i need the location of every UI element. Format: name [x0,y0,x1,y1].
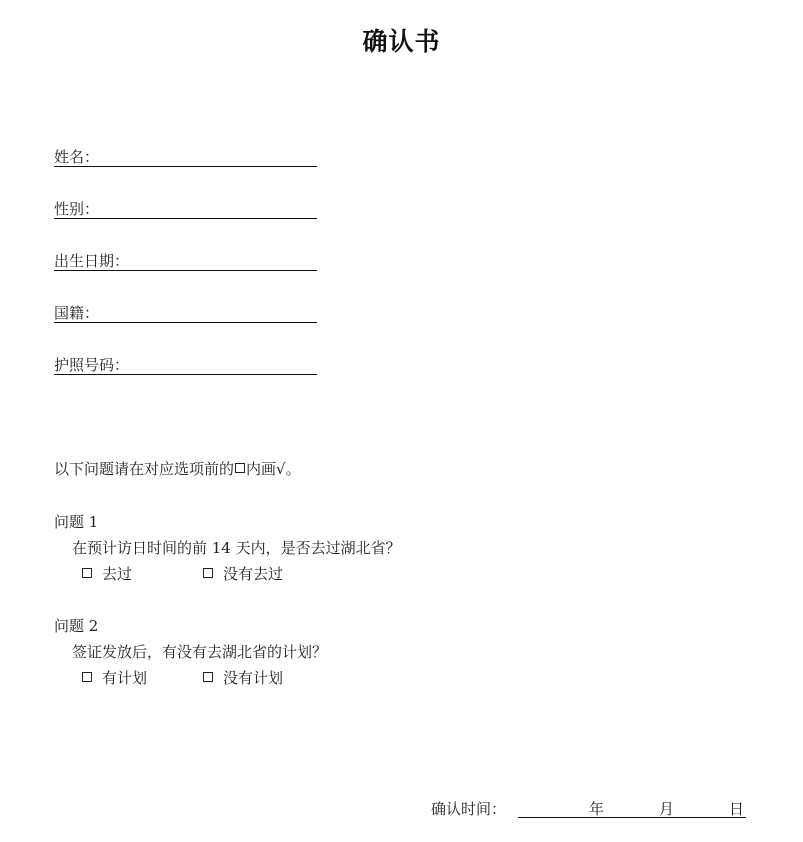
dob-underline [54,270,317,271]
instruction-after: 内画√。 [246,460,301,478]
instruction-before: 以下问题请在对应选项前的 [54,460,235,478]
q2-yes-checkbox[interactable] [82,672,92,682]
gender-underline [54,218,317,219]
document-title: 确认书 [362,27,441,56]
question-1-text: 在预计访日时间的前 14 天内，是否去过湖北省？ [72,539,401,557]
dob-label: 出生日期： [54,252,130,270]
q2-no-checkbox[interactable] [203,672,213,682]
q1-no-label: 没有去过 [223,565,284,583]
nationality-label: 国籍： [54,304,100,322]
question-2-text: 签证发放后，有没有去湖北省的计划？ [72,643,328,661]
question-1-label: 问题 1 [54,513,99,531]
name-underline [54,166,317,167]
passport-underline [54,374,317,375]
q1-option-yes[interactable] [82,565,132,583]
instruction-text [54,460,301,478]
gender-label: 性别： [54,200,100,218]
q1-yes-checkbox[interactable] [82,568,92,578]
day-label: 日 [729,800,745,818]
q2-option-yes[interactable] [82,669,147,687]
month-label: 月 [659,800,675,818]
nationality-underline [54,322,317,323]
confirm-time-label: 确认时间： [431,800,507,818]
q2-option-no[interactable] [203,669,283,687]
passport-label: 护照号码： [54,356,130,374]
question-2-label: 问题 2 [54,617,99,635]
q1-option-no[interactable] [203,565,283,583]
checkbox-sample-icon [235,463,245,473]
q1-yes-label: 去过 [102,565,133,583]
confirm-date-underline[interactable] [518,817,746,818]
q2-no-label: 没有计划 [223,669,284,687]
q1-no-checkbox[interactable] [203,568,213,578]
year-label: 年 [589,800,605,818]
name-label: 姓名： [54,148,100,166]
q2-yes-label: 有计划 [102,669,148,687]
